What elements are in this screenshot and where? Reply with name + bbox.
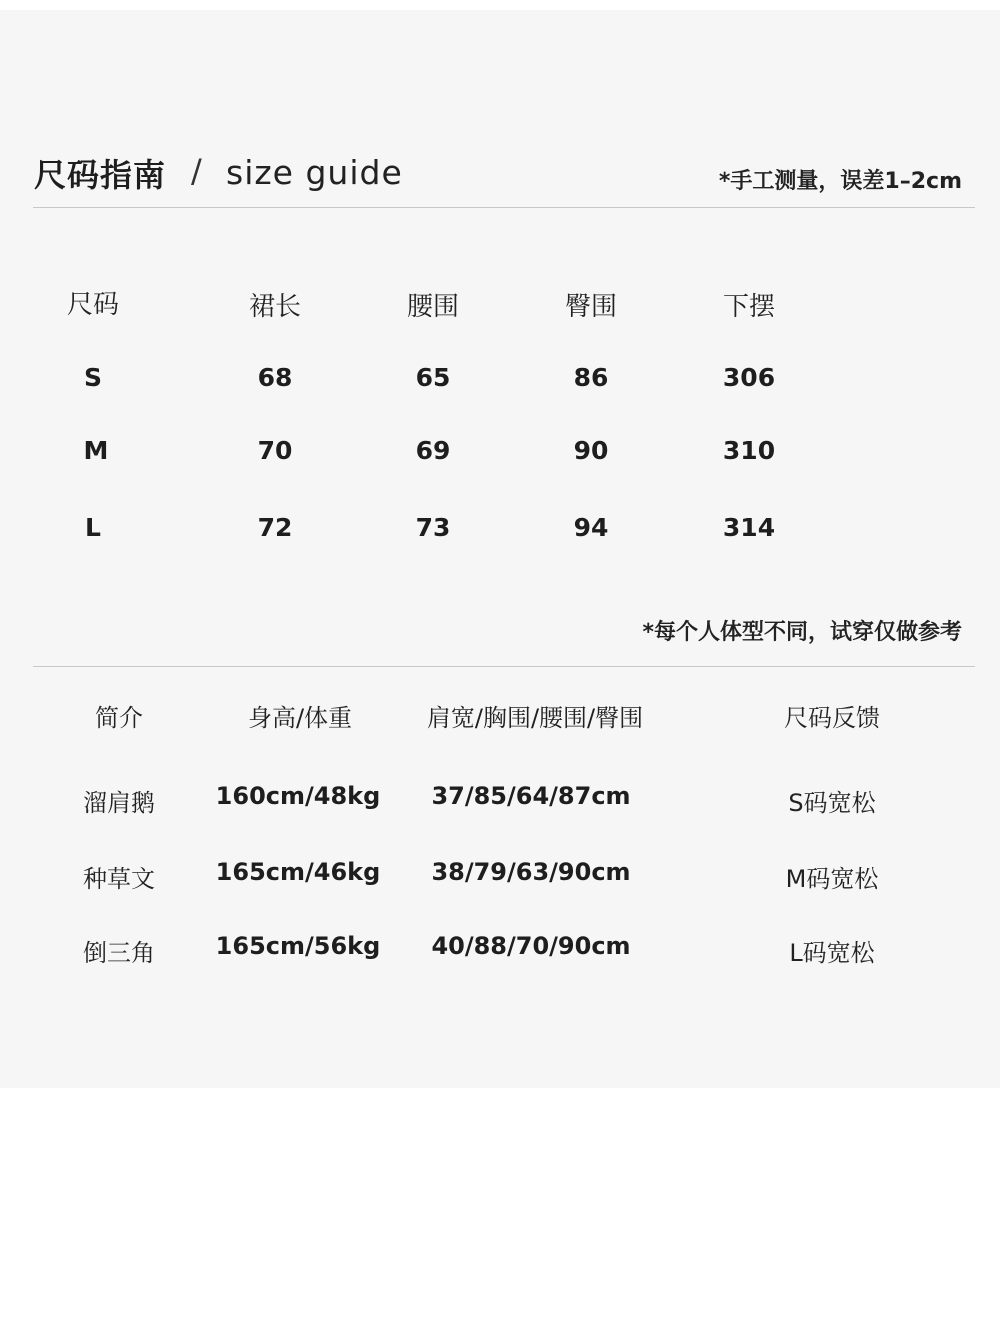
table-cell: 310 — [722, 436, 776, 465]
table-cell: 溜肩鹅 — [83, 789, 155, 817]
table-cell: 种草文 — [83, 865, 155, 893]
hip-col-header: 臀围 — [564, 292, 618, 322]
table-cell: M码宽松 — [785, 865, 879, 893]
table-cell: L — [85, 513, 101, 542]
table-cell: 68 — [257, 363, 293, 392]
table-cell: 37/85/64/87cm — [431, 782, 631, 810]
table-cell: 165cm/56kg — [215, 932, 381, 960]
table-cell: 160cm/48kg — [215, 782, 381, 810]
table-cell: 165cm/46kg — [215, 858, 381, 886]
feedback-col-header: 尺码反馈 — [784, 704, 880, 732]
table-cell: 69 — [415, 436, 451, 465]
title-separator: / — [191, 152, 202, 190]
waist-col-header: 腰围 — [406, 292, 460, 322]
table-cell: 306 — [722, 363, 776, 392]
table-cell: 94 — [573, 513, 609, 542]
table-cell: 65 — [415, 363, 451, 392]
table-cell: 倒三角 — [83, 939, 155, 967]
intro-col-header: 简介 — [95, 704, 143, 732]
table-cell: M — [83, 436, 109, 465]
table-cell: 86 — [573, 363, 609, 392]
hem-col-header: 下摆 — [722, 292, 776, 322]
table-cell: S码宽松 — [788, 789, 876, 817]
page-title-en: size guide — [226, 153, 403, 192]
section-divider — [33, 666, 975, 667]
table-cell: 314 — [722, 513, 776, 542]
table-cell: L码宽松 — [789, 939, 875, 967]
table-cell: 90 — [573, 436, 609, 465]
measurement-note: *手工测量，误差1–2cm — [718, 169, 962, 194]
measurements-col-header: 肩宽/胸围/腰围/臀围 — [426, 704, 644, 732]
page-title-cn: 尺码指南 — [34, 156, 167, 194]
table-cell: 40/88/70/90cm — [431, 932, 631, 960]
table-cell: 38/79/63/90cm — [431, 858, 631, 886]
size-col-header: 尺码 — [66, 290, 120, 320]
table-cell: S — [83, 363, 103, 392]
fit-note: *每个人体型不同，试穿仅做参考 — [642, 620, 962, 645]
table-cell: 73 — [415, 513, 451, 542]
height-weight-col-header: 身高/体重 — [247, 704, 353, 732]
header-divider — [33, 207, 975, 208]
length-col-header: 裙长 — [248, 292, 302, 322]
table-cell: 70 — [257, 436, 293, 465]
table-cell: 72 — [257, 513, 293, 542]
